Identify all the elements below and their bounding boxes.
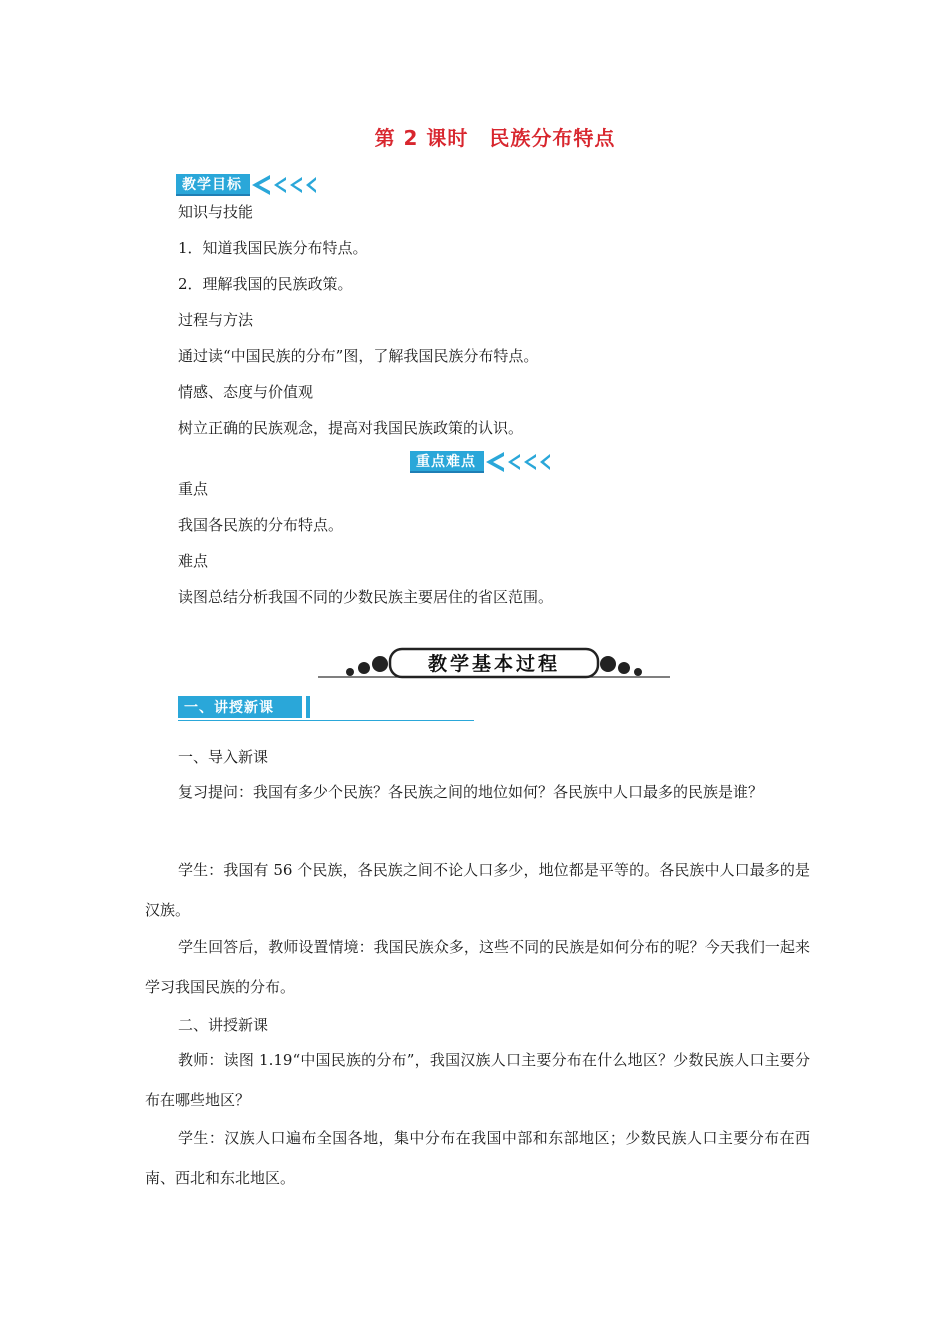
- process-heading: 过程与方法: [178, 311, 254, 329]
- chevrons-icon: [486, 452, 550, 472]
- key-points-tag: [410, 451, 550, 473]
- process-text: 通过读“中国民族的分布”图，了解我国民族分布特点。: [178, 347, 539, 365]
- section-title: 一、讲授新课: [178, 696, 302, 718]
- lesson-title: 第 2 课时 民族分布特点: [374, 126, 616, 150]
- paragraph-3: 学生回答后，教师设置情境：我国民族众多，这些不同的民族是如何分布的呢？今天我们一起来学习我国民族的分布。: [145, 938, 810, 996]
- section-tick: [306, 696, 310, 718]
- paragraph-2: 学生：我国有 56 个民族，各民族之间不论人口多少，地位都是平等的。各民族中人口最多的是汉族。: [145, 861, 810, 919]
- knowledge-heading: 知识与技能: [178, 203, 254, 221]
- objective-item-2: 2．理解我国的民族政策。: [178, 275, 353, 293]
- objective-item-1: 1．知道我国民族分布特点。: [178, 239, 368, 257]
- banner-decoration-icon: [318, 646, 670, 682]
- objectives-tag-label: 教学目标: [176, 174, 250, 196]
- section-header: [178, 696, 474, 722]
- banner-title: 教学基本过程: [427, 653, 561, 675]
- process-banner: [318, 646, 670, 682]
- intro-heading: 一、导入新课: [178, 748, 269, 766]
- section-rule: [178, 720, 474, 721]
- teach-heading: 二、讲授新课: [178, 1016, 269, 1034]
- emotion-text: 树立正确的民族观念，提高对我国民族政策的认识。: [178, 419, 524, 437]
- paragraph-4: 教师：读图 1.19“中国民族的分布”，我国汉族人口主要分布在什么地区？少数民族人口主要分布在哪些地区？: [145, 1051, 810, 1109]
- difficulty-heading: 难点: [178, 552, 209, 570]
- difficulty-text: 读图总结分析我国不同的少数民族主要居住的省区范围。: [178, 588, 554, 606]
- focus-heading: 重点: [178, 480, 209, 498]
- paragraph-5: 学生：汉族人口遍布全国各地，集中分布在我国中部和东部地区；少数民族人口主要分布在西南、西北和东北地区。: [145, 1129, 810, 1187]
- key-points-tag-label: 重点难点: [410, 451, 484, 473]
- paragraph-1: 复习提问：我国有多少个民族？各民族之间的地位如何？各民族中人口最多的民族是谁？: [178, 783, 764, 801]
- objectives-tag: [176, 174, 316, 196]
- focus-text: 我国各民族的分布特点。: [178, 516, 344, 534]
- emotion-heading: 情感、态度与价值观: [178, 383, 314, 401]
- chevrons-icon: [252, 175, 316, 195]
